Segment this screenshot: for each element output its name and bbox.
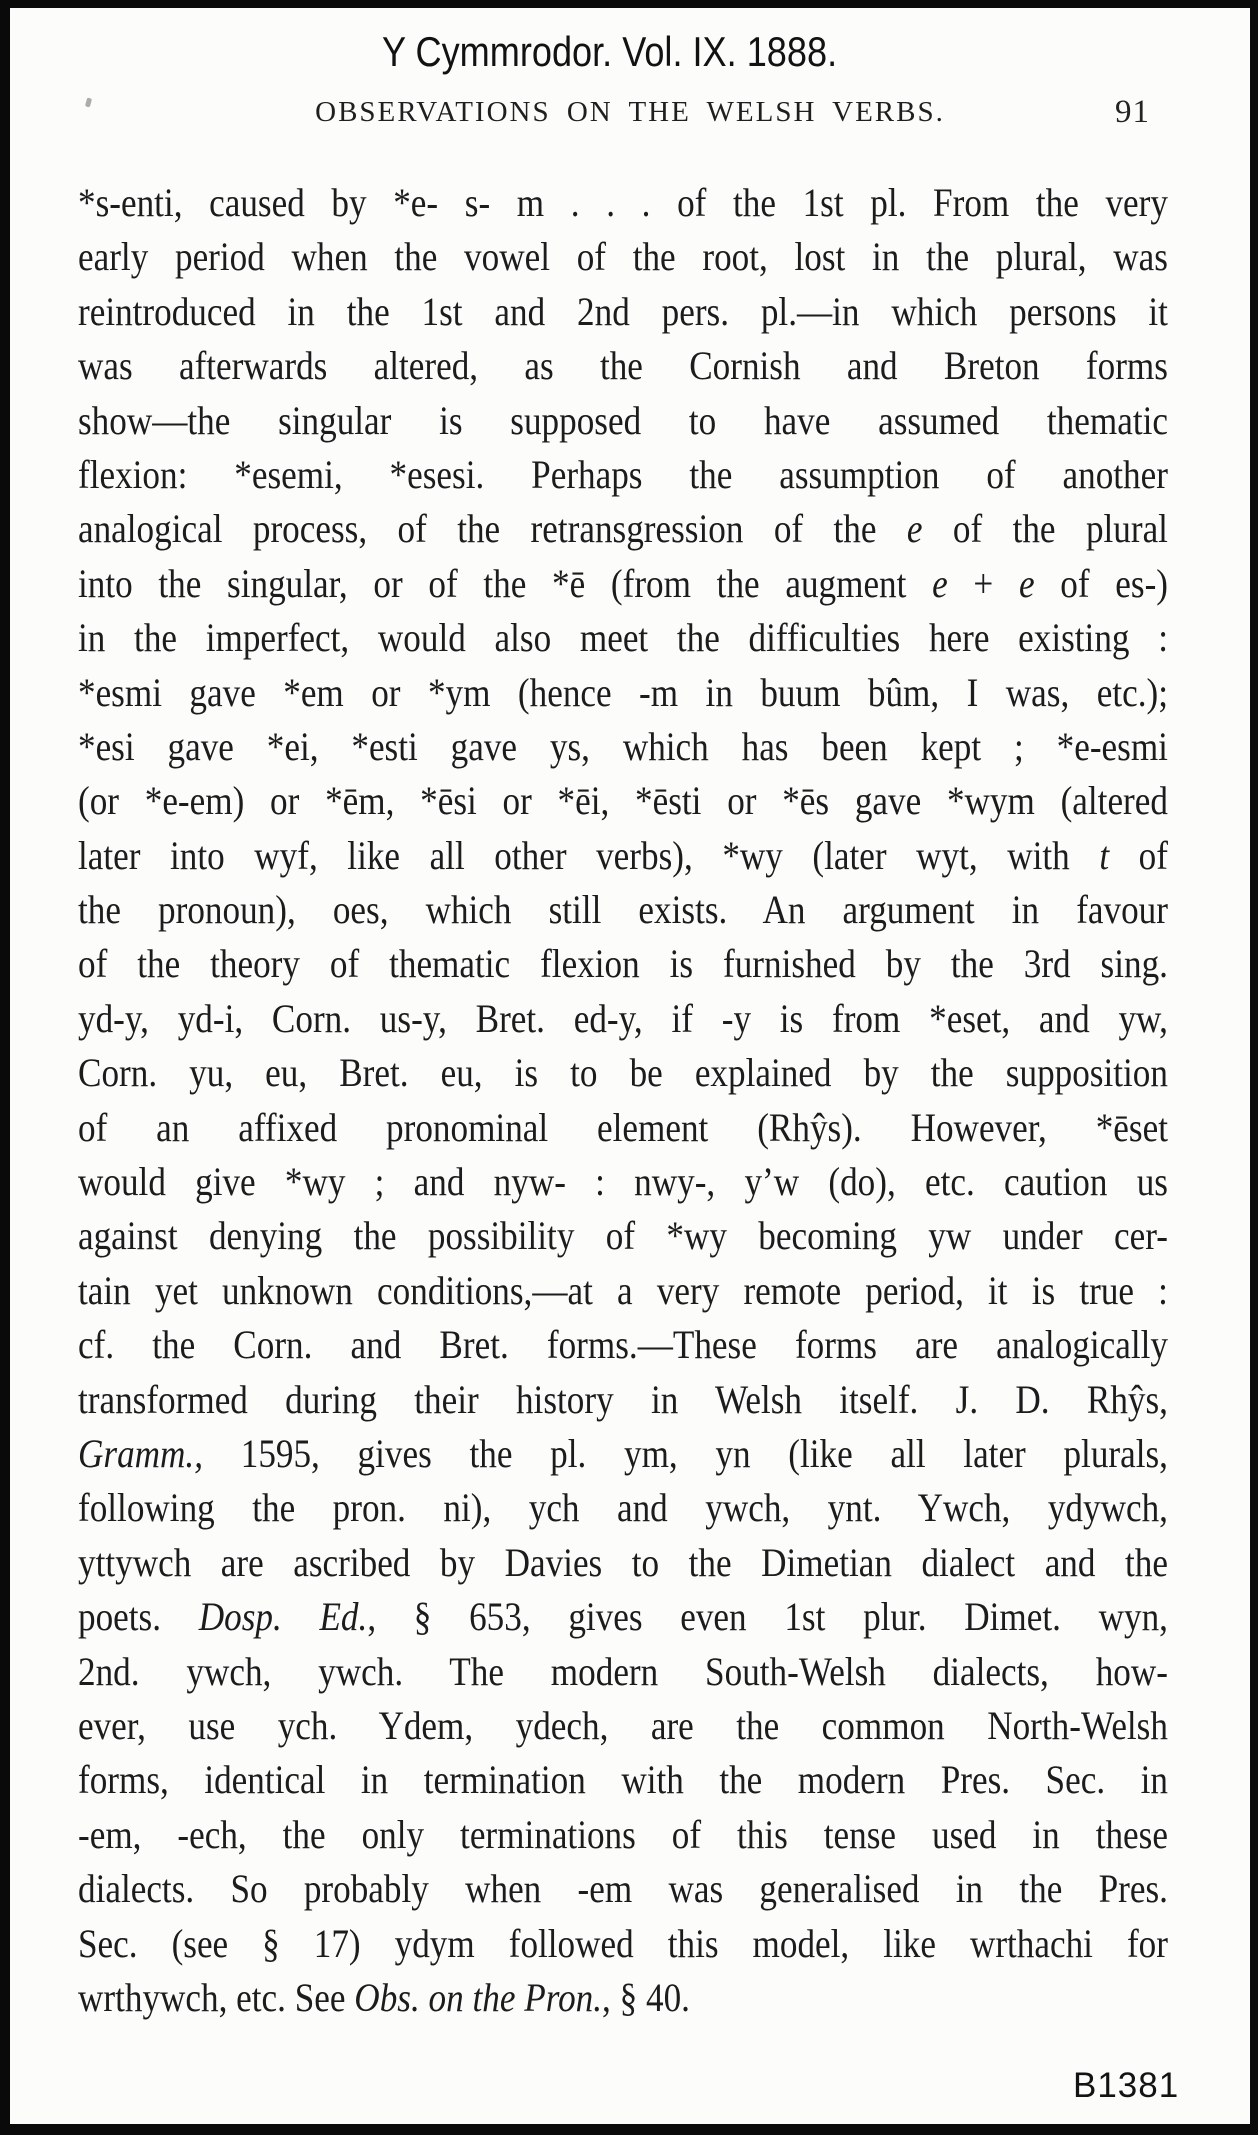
text-line: wrthywch, etc. See Obs. on the Pron., § 40. bbox=[78, 1974, 690, 2020]
volume-title bbox=[0, 28, 1230, 76]
text-line: Corn. yu, eu, Bret. eu, is to be explained by the supposition bbox=[78, 1050, 1168, 1096]
page-number: 91 bbox=[1115, 94, 1150, 130]
text-line: in the imperfect, would also meet the difficulties here existing : bbox=[78, 615, 1168, 661]
text-line: -em, -ech, the only terminations of this tense used in these bbox=[78, 1811, 1168, 1857]
text-line: transformed during their history in Welsh itself. J. D. Rhŷs, bbox=[78, 1376, 1168, 1422]
text-line: *esi gave *ei, *esti gave ys, which has been kept ; *e-esmi bbox=[78, 723, 1168, 769]
text-line: later into wyf, like all other verbs), *wy (later wyt, with t of bbox=[78, 832, 1168, 878]
text-line: the pronoun), oes, which still exists. An argument in favour bbox=[78, 887, 1168, 933]
text-line: flexion: *esemi, *esesi. Perhaps the assumption of another bbox=[78, 451, 1168, 497]
text-line: cf. the Corn. and Bret. forms.—These forms are analogically bbox=[78, 1322, 1168, 1368]
shelfmark-label: B1381 bbox=[1073, 2066, 1180, 2105]
text-line: of the theory of thematic flexion is furnished by the 3rd sing. bbox=[78, 941, 1168, 987]
text-line: into the singular, or of the *ē (from the augment e + e of es-) bbox=[78, 560, 1168, 606]
text-line: analogical process, of the retransgression of the e of the plural bbox=[78, 506, 1168, 552]
text-line: show—the singular is supposed to have assumed thematic bbox=[78, 397, 1168, 443]
text-line: dialects. So probably when -em was generalised in the Pres. bbox=[78, 1866, 1168, 1912]
running-title: OBSERVATIONS ON THE WELSH VERBS. bbox=[315, 96, 945, 128]
volume-title-text: Y Cymmrodor. Vol. IX. 1888. bbox=[382, 28, 838, 75]
text-line: would give *wy ; and nyw- : nwy-, y’w (do), etc. caution us bbox=[78, 1159, 1168, 1205]
page-text bbox=[78, 176, 1168, 2025]
text-line: (or *e-em) or *ēm, *ēsi or *ēi, *ēsti or *ēs gave *wym (altered bbox=[78, 778, 1168, 824]
text-line: yttywch are ascribed by Davies to the Dimetian dialect and the bbox=[78, 1539, 1168, 1585]
text-line: *s-enti, caused by *e- s- m . . . of the 1st pl. From the very bbox=[78, 180, 1168, 225]
text-line: Gramm., 1595, gives the pl. ym, yn (like all later plurals, bbox=[78, 1430, 1168, 1476]
text-line: yd-y, yd-i, Corn. us-y, Bret. ed-y, if -y is from *eset, and yw, bbox=[78, 995, 1168, 1041]
text-line: of an affixed pronominal element (Rhŷs). However, *ēset bbox=[78, 1104, 1168, 1150]
text-line: was afterwards altered, as the Cornish and Breton forms bbox=[78, 343, 1168, 389]
text-line: poets. Dosp. Ed., § 653, gives even 1st plur. Dimet. wyn, bbox=[78, 1594, 1168, 1640]
text-line: *esmi gave *em or *ym (hence -m in buum bûm, I was, etc.); bbox=[78, 669, 1168, 715]
text-line: against denying the possibility of *wy becoming yw under cer- bbox=[78, 1213, 1168, 1259]
text-line: tain yet unknown conditions,—at a very remote period, it is true : bbox=[78, 1267, 1168, 1313]
text-line: ever, use ych. Ydem, ydech, are the common North-Welsh bbox=[78, 1702, 1168, 1748]
text-line: early period when the vowel of the root, lost in the plural, was bbox=[78, 234, 1168, 280]
running-head bbox=[10, 96, 1250, 142]
text-line: reintroduced in the 1st and 2nd pers. pl.—in which persons it bbox=[78, 288, 1168, 334]
scanned-page bbox=[10, 8, 1250, 2124]
text-line: forms, identical in termination with the modern Pres. Sec. in bbox=[78, 1757, 1168, 1803]
text-line: Sec. (see § 17) ydym followed this model, like wrthachi for bbox=[78, 1920, 1168, 1966]
text-line: following the pron. ni), ych and ywch, ynt. Ywch, ydywch, bbox=[78, 1485, 1168, 1531]
text-line: 2nd. ywch, ywch. The modern South-Welsh dialects, how- bbox=[78, 1648, 1168, 1694]
